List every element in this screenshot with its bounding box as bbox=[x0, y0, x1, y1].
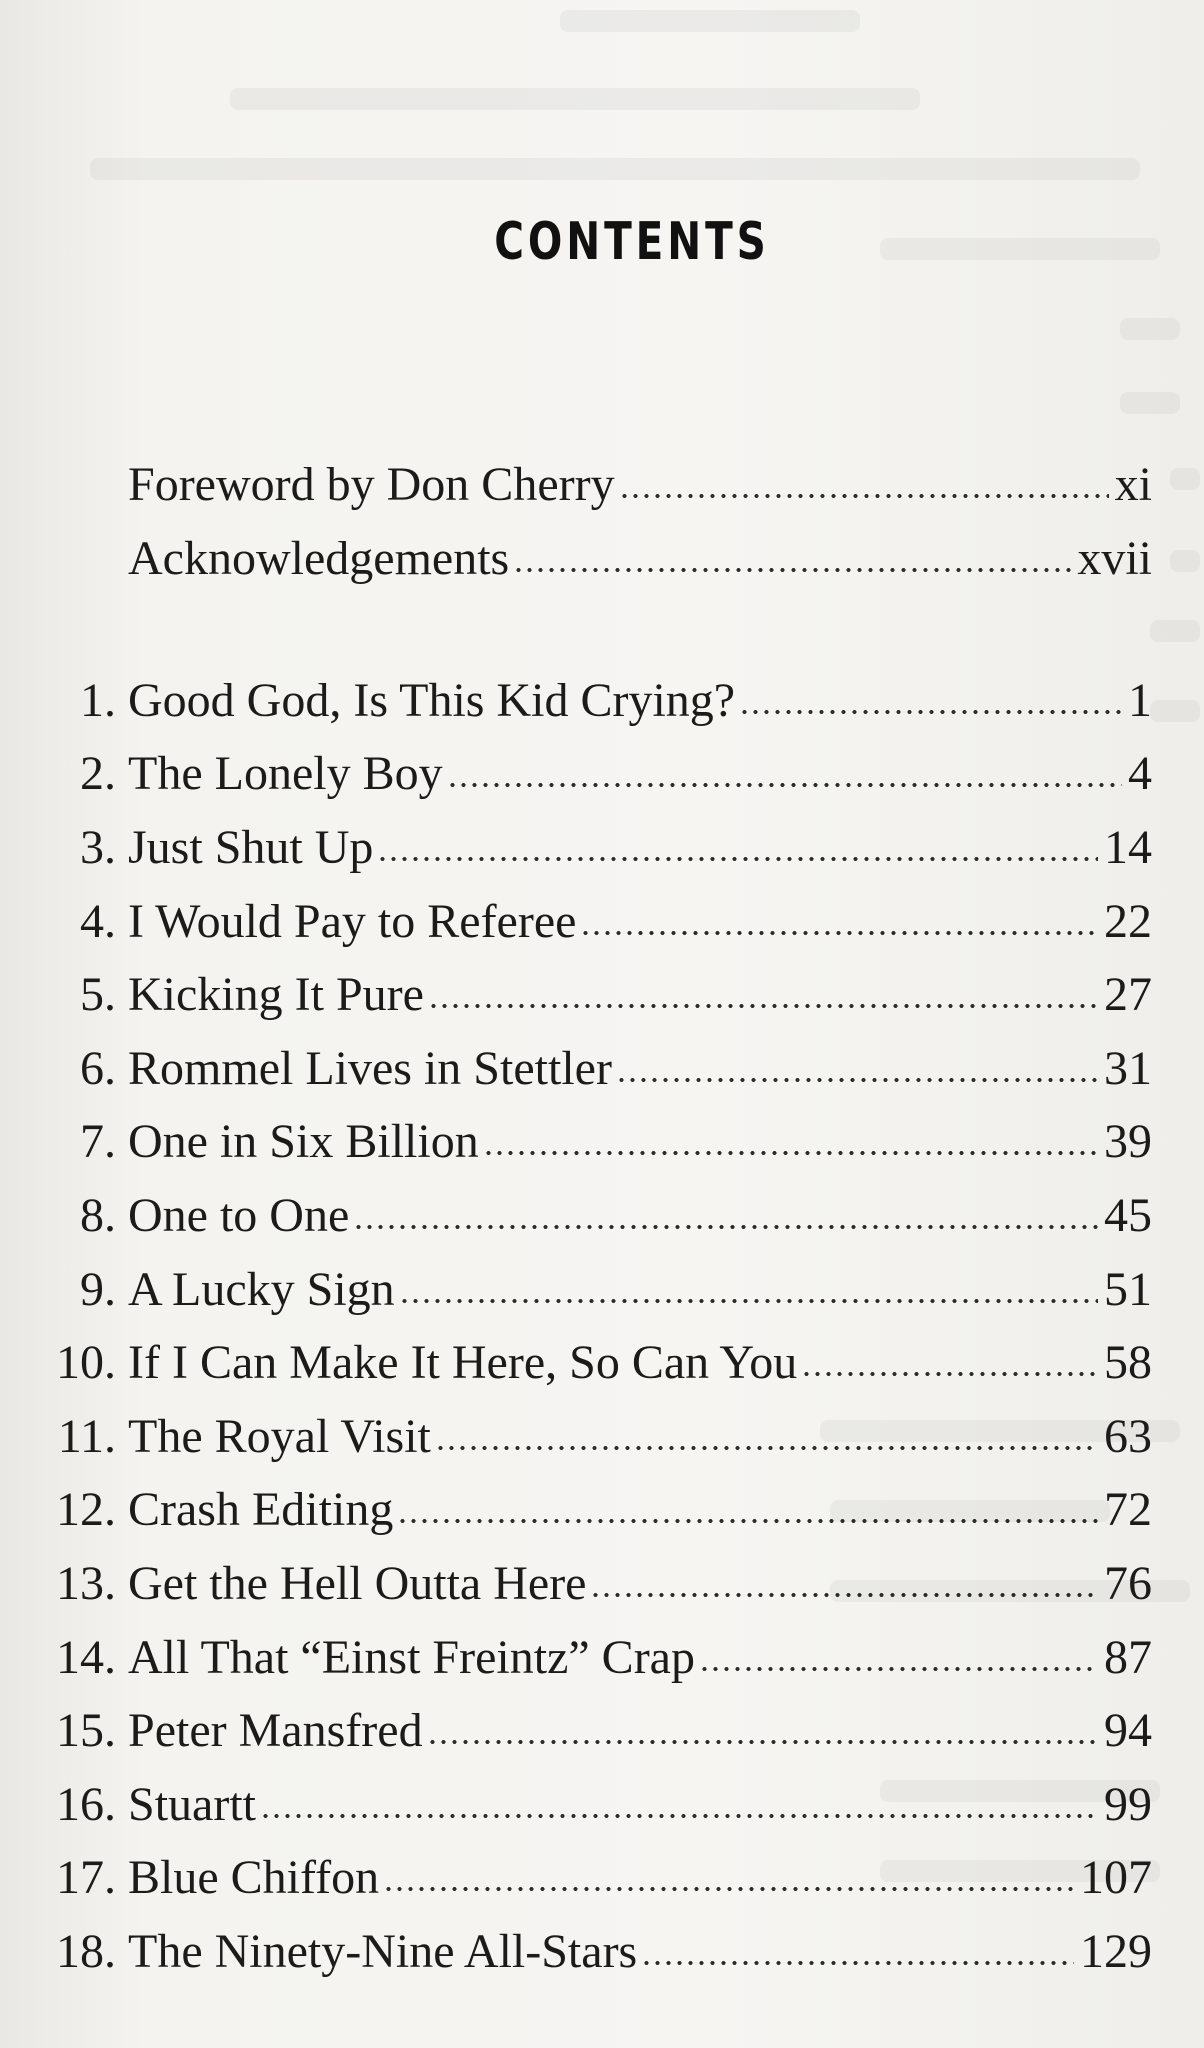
dot-leader bbox=[260, 1811, 1098, 1821]
chapter-page-number: 14 bbox=[1104, 820, 1152, 874]
chapter-title: One to One bbox=[128, 1188, 350, 1242]
chapter-title: Peter Mansfred bbox=[128, 1704, 423, 1758]
dot-leader bbox=[590, 1590, 1098, 1600]
entry-title: Foreword by Don Cherry bbox=[128, 458, 615, 511]
chapter-title: Just Shut Up bbox=[128, 820, 374, 874]
chapter-number: 4. bbox=[80, 894, 116, 948]
dot-leader bbox=[580, 928, 1098, 938]
dot-leader bbox=[383, 1884, 1074, 1894]
chapter-page-number: 99 bbox=[1104, 1777, 1152, 1831]
chapter-number: 11. bbox=[57, 1409, 116, 1463]
chapter-title: One in Six Billion bbox=[128, 1115, 479, 1169]
chapter-number: 2. bbox=[80, 747, 116, 801]
chapter-title: Get the Hell Outta Here bbox=[128, 1556, 587, 1610]
chapter-number: 8. bbox=[80, 1188, 116, 1242]
chapter-list bbox=[30, 664, 1152, 1989]
chapter-title: A Lucky Sign bbox=[128, 1262, 395, 1316]
chapter-number: 14. bbox=[56, 1630, 116, 1684]
chapter-entry bbox=[30, 811, 1152, 885]
chapter-number: 16. bbox=[56, 1777, 116, 1831]
bleed-line bbox=[1150, 700, 1200, 722]
chapter-number: 15. bbox=[56, 1704, 116, 1758]
dot-leader bbox=[353, 1222, 1098, 1232]
table-of-contents bbox=[30, 448, 1152, 1989]
chapter-page-number: 58 bbox=[1104, 1336, 1152, 1390]
chapter-title: Crash Editing bbox=[128, 1483, 394, 1537]
dot-leader bbox=[641, 1958, 1074, 1968]
chapter-page-number: 107 bbox=[1080, 1851, 1152, 1905]
chapter-title: Kicking It Pure bbox=[128, 968, 424, 1022]
bleed-line bbox=[1120, 392, 1180, 414]
dot-leader bbox=[399, 1296, 1098, 1306]
dot-leader bbox=[616, 1075, 1098, 1085]
chapter-page-number: 1 bbox=[1128, 673, 1152, 727]
chapter-entry bbox=[30, 1474, 1152, 1548]
bleed-line bbox=[1170, 550, 1200, 572]
chapter-page-number: 22 bbox=[1104, 894, 1152, 948]
bleed-line bbox=[230, 88, 920, 110]
chapter-page-number: 72 bbox=[1104, 1483, 1152, 1537]
chapter-title: I Would Pay to Referee bbox=[128, 894, 577, 948]
chapter-title: Stuartt bbox=[128, 1777, 256, 1831]
chapter-page-number: 129 bbox=[1080, 1924, 1152, 1978]
chapter-title: Rommel Lives in Stettler bbox=[128, 1041, 612, 1095]
entry-title: Acknowledgements bbox=[128, 532, 510, 585]
chapter-entry bbox=[30, 1842, 1152, 1916]
chapter-page-number: 76 bbox=[1104, 1556, 1152, 1610]
dot-leader bbox=[619, 491, 1109, 501]
chapter-entry bbox=[30, 1032, 1152, 1106]
chapter-number: 1. bbox=[80, 673, 116, 727]
chapter-number: 3. bbox=[80, 820, 116, 874]
front-matter-list bbox=[30, 448, 1152, 596]
chapter-number: 17. bbox=[56, 1851, 116, 1905]
chapter-page-number: 27 bbox=[1104, 968, 1152, 1022]
chapter-number: 9. bbox=[80, 1262, 116, 1316]
front-matter-entry bbox=[30, 448, 1152, 522]
chapter-page-number: 94 bbox=[1104, 1704, 1152, 1758]
entry-page-number: xi bbox=[1114, 458, 1152, 511]
contents-title: CONTENTS bbox=[494, 212, 770, 272]
chapter-number: 10. bbox=[56, 1336, 116, 1390]
chapter-entry bbox=[30, 1768, 1152, 1842]
dot-leader bbox=[739, 707, 1122, 717]
chapter-title: The Lonely Boy bbox=[128, 747, 443, 801]
bleed-line bbox=[560, 10, 860, 32]
chapter-entry bbox=[30, 1547, 1152, 1621]
chapter-entry bbox=[30, 1326, 1152, 1400]
dot-leader bbox=[435, 1443, 1098, 1453]
dot-leader bbox=[447, 780, 1122, 790]
chapter-title: If I Can Make It Here, So Can You bbox=[128, 1336, 798, 1390]
chapter-page-number: 45 bbox=[1104, 1188, 1152, 1242]
chapter-page-number: 31 bbox=[1104, 1041, 1152, 1095]
chapter-title: Blue Chiffon bbox=[128, 1851, 380, 1905]
chapter-page-number: 63 bbox=[1104, 1409, 1152, 1463]
dot-leader bbox=[513, 565, 1071, 575]
chapter-entry bbox=[30, 1694, 1152, 1768]
chapter-page-number: 39 bbox=[1104, 1115, 1152, 1169]
chapter-title: All That “Einst Freintz” Crap bbox=[128, 1630, 695, 1684]
chapter-entry bbox=[30, 1400, 1152, 1474]
bleed-line bbox=[1170, 468, 1200, 490]
chapter-entry bbox=[30, 958, 1152, 1032]
bleed-line bbox=[90, 158, 1140, 180]
chapter-page-number: 4 bbox=[1128, 747, 1152, 801]
dot-leader bbox=[801, 1369, 1098, 1379]
chapter-entry bbox=[30, 885, 1152, 959]
chapter-entry bbox=[30, 738, 1152, 812]
chapter-entry bbox=[30, 1179, 1152, 1253]
bleed-line bbox=[1120, 318, 1180, 340]
dot-leader bbox=[699, 1664, 1098, 1674]
chapter-number: 5. bbox=[80, 968, 116, 1022]
chapter-entry bbox=[30, 1253, 1152, 1327]
chapter-entry bbox=[30, 1106, 1152, 1180]
chapter-entry bbox=[30, 1915, 1152, 1989]
chapter-number: 7. bbox=[80, 1115, 116, 1169]
entry-page-number: xvii bbox=[1077, 532, 1152, 585]
dot-leader bbox=[427, 1737, 1098, 1747]
chapter-entry bbox=[30, 664, 1152, 738]
dot-leader bbox=[397, 1516, 1098, 1526]
dot-leader bbox=[377, 854, 1098, 864]
chapter-title: The Royal Visit bbox=[128, 1409, 431, 1463]
chapter-page-number: 51 bbox=[1104, 1262, 1152, 1316]
chapter-title: Good God, Is This Kid Crying? bbox=[128, 673, 736, 727]
dot-leader bbox=[428, 1001, 1098, 1011]
section-gap bbox=[30, 596, 1152, 664]
chapter-entry bbox=[30, 1621, 1152, 1695]
chapter-number: 18. bbox=[56, 1924, 116, 1978]
dot-leader bbox=[483, 1148, 1098, 1158]
chapter-title: The Ninety-Nine All-Stars bbox=[128, 1924, 638, 1978]
chapter-number: 12. bbox=[56, 1483, 116, 1537]
chapter-number: 6. bbox=[80, 1041, 116, 1095]
chapter-page-number: 87 bbox=[1104, 1630, 1152, 1684]
front-matter-entry bbox=[30, 522, 1152, 596]
bleed-line bbox=[1150, 620, 1200, 642]
chapter-number: 13. bbox=[56, 1556, 116, 1610]
